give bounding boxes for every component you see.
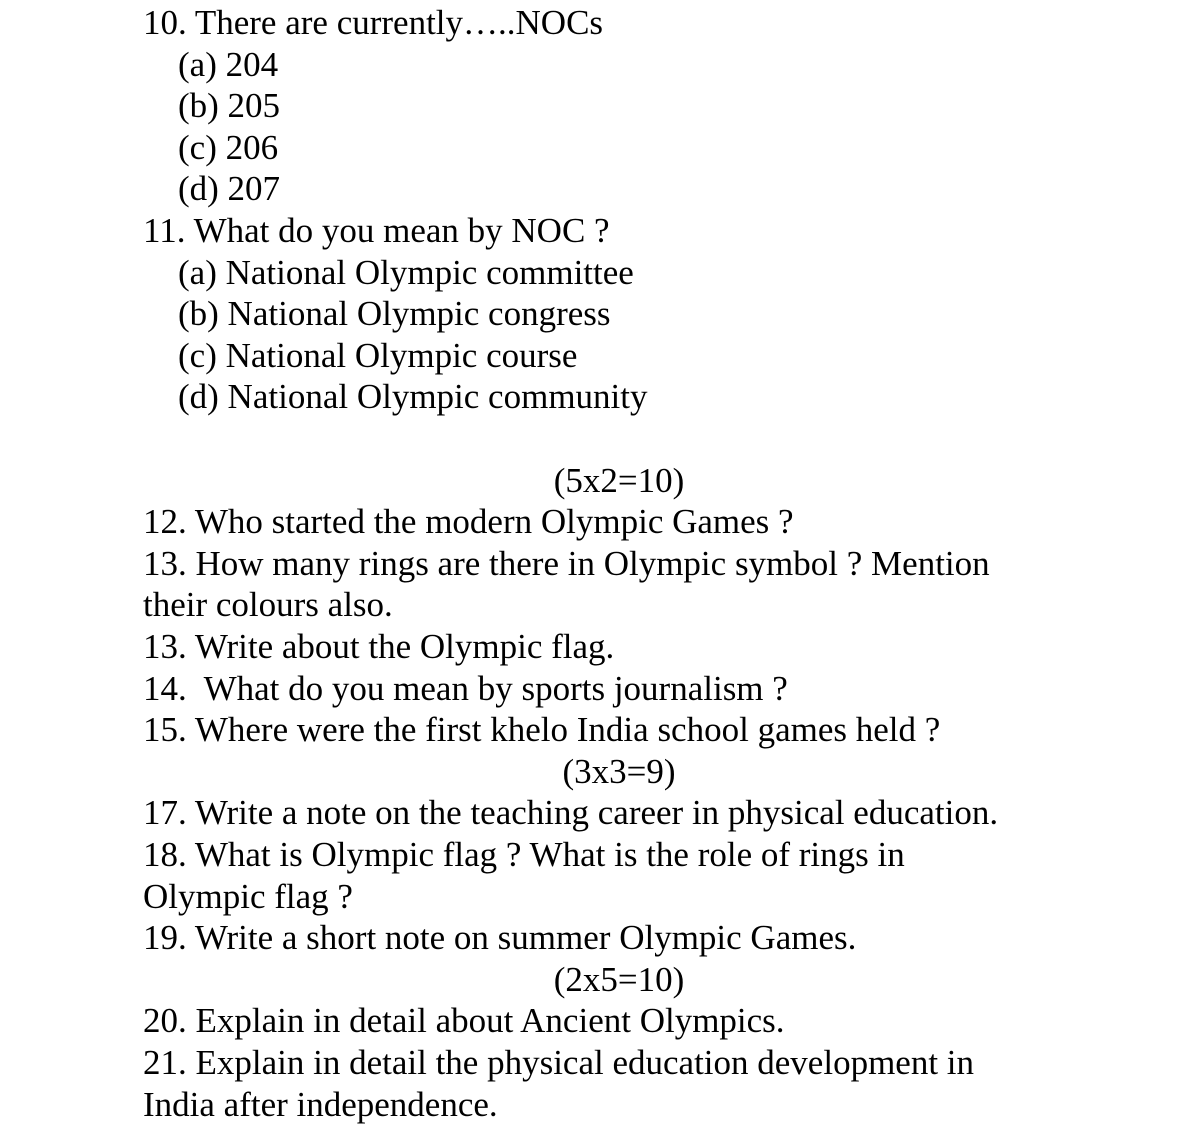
q11-option-d: (d) National Olympic community bbox=[178, 377, 648, 416]
question-19: 19. Write a short note on summer Olympic Games. bbox=[143, 918, 857, 957]
question-20: 20. Explain in detail about Ancient Olympics. bbox=[143, 1001, 785, 1040]
q10-option-b: (b) 205 bbox=[178, 86, 281, 125]
q10-option-c: (c) 206 bbox=[178, 128, 279, 167]
question-21-cont: India after independence. bbox=[143, 1085, 498, 1124]
question-13-flag: 13. Write about the Olympic flag. bbox=[143, 627, 615, 666]
q11-option-b: (b) National Olympic congress bbox=[178, 294, 611, 333]
section-short-marks: (5x2=10) bbox=[553, 461, 685, 500]
question-15: 15. Where were the first khelo India school games held ? bbox=[143, 710, 941, 749]
question-14: 14. What do you mean by sports journalism ? bbox=[143, 669, 788, 708]
question-12: 12. Who started the modern Olympic Games ? bbox=[143, 502, 794, 541]
question-17: 17. Write a note on the teaching career in physical education. bbox=[143, 793, 999, 832]
question-13-rings-cont: their colours also. bbox=[143, 585, 393, 624]
q11-option-c: (c) National Olympic course bbox=[178, 336, 578, 375]
section-medium-marks: (3x3=9) bbox=[562, 752, 676, 791]
question-18: 18. What is Olympic flag ? What is the role of rings in bbox=[143, 835, 905, 874]
question-18-cont: Olympic flag ? bbox=[143, 877, 353, 916]
question-21: 21. Explain in detail the physical education development in bbox=[143, 1043, 975, 1082]
q11-option-a: (a) National Olympic committee bbox=[178, 253, 634, 292]
q10-option-a: (a) 204 bbox=[178, 45, 279, 84]
section-long-marks: (2x5=10) bbox=[553, 960, 685, 999]
q10-option-d: (d) 207 bbox=[178, 169, 281, 208]
question-10: 10. There are currently…..NOCs bbox=[143, 3, 604, 42]
question-13-rings: 13. How many rings are there in Olympic symbol ? Mention bbox=[143, 544, 990, 583]
question-11: 11. What do you mean by NOC ? bbox=[143, 211, 610, 250]
